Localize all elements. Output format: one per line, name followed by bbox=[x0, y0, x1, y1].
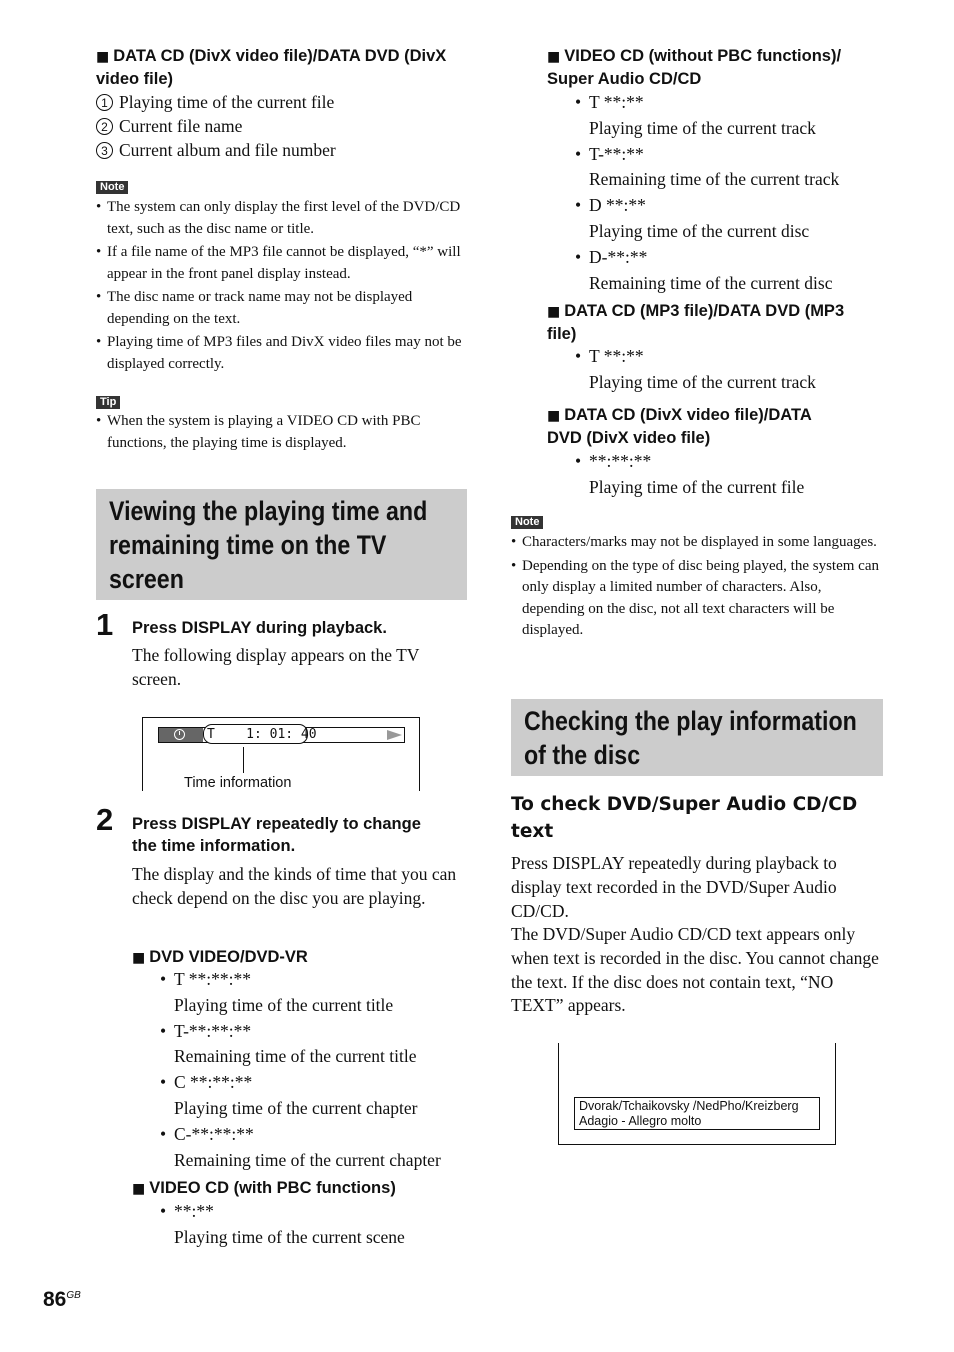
tip-list bbox=[96, 411, 468, 454]
step-title: Press DISPLAY repeatedly to change the time information. bbox=[132, 815, 421, 855]
subsection-heading-vcd-pbc: ■ VIDEO CD (with PBC functions) bbox=[132, 1179, 396, 1197]
note-badge: Note bbox=[96, 181, 128, 194]
note-item: • If a file name of the MP3 file cannot be displayed, “*” will appear in the front panel display instead. bbox=[96, 242, 468, 285]
list-item-desc: Remaining time of the current track bbox=[589, 169, 840, 190]
section-banner-viewing-time bbox=[96, 489, 467, 600]
list-item-desc: Playing time of the current disc bbox=[589, 220, 810, 241]
banner-title-line: Checking the play information bbox=[524, 706, 857, 736]
list-item-code: • **:** bbox=[158, 1200, 474, 1224]
display-bar bbox=[158, 727, 405, 743]
square-bullet-icon: ■ bbox=[132, 1181, 146, 1197]
list-item-code: • C-**:**:** bbox=[158, 1123, 474, 1147]
body-paragraph: The DVD/Super Audio CD/CD text appears only when text is recorded in the disc. You cannot change the text. If the disc does not contain text, “NO TEXT” appears. bbox=[511, 924, 879, 1016]
vcd-pbc-time-list bbox=[158, 1200, 474, 1250]
dvd-time-list bbox=[158, 968, 474, 1172]
list-item-code: • T-**:** bbox=[573, 143, 889, 167]
disc-text-line: Dvorak/Tchaikovsky /NedPho/Kreizberg bbox=[579, 1099, 799, 1113]
note-badge: Note bbox=[511, 516, 543, 529]
body-paragraph: Press DISPLAY repeatedly during playback to display text recorded in the DVD/Super Audio CD/CD. bbox=[511, 853, 837, 921]
note-item: • Playing time of MP3 files and DivX video files may not be displayed correctly. bbox=[96, 332, 468, 375]
clock-icon bbox=[159, 728, 203, 742]
step-number: 1 bbox=[96, 607, 114, 642]
banner-title-line: of the disc bbox=[524, 740, 641, 770]
list-item-desc: Remaining time of the current title bbox=[174, 1046, 417, 1067]
subsection-heading-divx-right: ■ DATA CD (DivX video file)/DATA DVD (DivX video file) bbox=[547, 406, 812, 447]
list-item-desc: Playing time of the current track bbox=[589, 371, 816, 392]
subsection-heading-dvd: ■ DVD VIDEO/DVD-VR bbox=[132, 948, 308, 966]
list-item-desc: Remaining time of the current chapter bbox=[174, 1149, 441, 1170]
list-item: 2 Current file name bbox=[96, 115, 468, 139]
page-number: $86^{GB}$ bbox=[43, 1288, 81, 1311]
subheading-check-text: To check DVD/Super Audio CD/CD text bbox=[511, 794, 858, 842]
note-list bbox=[511, 532, 883, 642]
step-number: 2 bbox=[96, 802, 114, 837]
note-item: • Depending on the type of disc being played, the system can only display a limited number of characters. Also, depending on the disc, not all text characters will be displayed. bbox=[511, 556, 883, 642]
divx-time-list bbox=[573, 450, 889, 500]
list-item: 3 Current album and file number bbox=[96, 139, 468, 163]
banner-title-line: screen bbox=[109, 564, 184, 594]
step-body: The display and the kinds of time that you can check depend on the disc you are playing. bbox=[132, 864, 457, 908]
list-item-code: • T **:** bbox=[573, 91, 889, 115]
list-item-code: • T **:** bbox=[573, 345, 889, 369]
list-item: 1 Playing time of the current file bbox=[96, 91, 468, 115]
note-item: • The disc name or track name may not be displayed depending on the text. bbox=[96, 287, 468, 330]
list-item-desc: Playing time of the current chapter bbox=[174, 1097, 418, 1118]
circled-number-icon: 3 bbox=[96, 142, 113, 159]
subsection-heading-vcd: ■ VIDEO CD (without PBC functions)/ Super Audio CD/CD bbox=[547, 47, 842, 88]
list-item-desc: Playing time of the current file bbox=[589, 476, 805, 497]
mp3-time-list bbox=[573, 345, 889, 395]
list-item-code: • D **:** bbox=[573, 194, 889, 218]
square-bullet-icon: ■ bbox=[547, 304, 561, 320]
list-item-code: • T-**:**:** bbox=[158, 1020, 474, 1044]
square-bullet-icon: ■ bbox=[547, 408, 561, 424]
step-title: Press DISPLAY during playback. bbox=[132, 619, 387, 637]
play-arrow-icon bbox=[387, 730, 402, 740]
callout-line bbox=[243, 747, 244, 773]
note-list bbox=[96, 197, 468, 375]
note-item: • The system can only display the first level of the DVD/CD text, such as the disc name or title. bbox=[96, 197, 468, 240]
circled-number-icon: 1 bbox=[96, 94, 113, 111]
list-item-code: • **:**:** bbox=[573, 450, 889, 474]
square-bullet-icon: ■ bbox=[96, 49, 110, 65]
list-item-desc: Playing time of the current track bbox=[589, 117, 816, 138]
tv-display-example bbox=[142, 717, 420, 791]
note-item: • Characters/marks may not be displayed in some languages. bbox=[511, 532, 883, 554]
list-item-code: • T **:**:** bbox=[158, 968, 474, 992]
square-bullet-icon: ■ bbox=[547, 49, 561, 65]
section-banner-play-info bbox=[511, 699, 883, 776]
square-bullet-icon: ■ bbox=[132, 950, 146, 966]
banner-title-line: remaining time on the TV bbox=[109, 530, 387, 560]
display-caption: Time information bbox=[184, 775, 292, 791]
list-item-desc: Remaining time of the current disc bbox=[589, 272, 833, 293]
tip-badge: Tip bbox=[96, 396, 120, 409]
section-heading-divx: ■ DATA CD (DivX video file)/DATA DVD (DivX video file) bbox=[96, 47, 447, 88]
disc-text-line: Adagio - Allegro molto bbox=[579, 1114, 702, 1128]
circled-number-icon: 2 bbox=[96, 118, 113, 135]
disc-text-box bbox=[574, 1097, 820, 1130]
step-body: The following display appears on the TV screen. bbox=[132, 645, 420, 689]
vcd-time-list bbox=[573, 91, 889, 295]
banner-title-line: Viewing the playing time and bbox=[109, 496, 428, 526]
list-item-desc: Playing time of the current scene bbox=[174, 1226, 405, 1247]
list-item-desc: Playing time of the current title bbox=[174, 994, 394, 1015]
list-item-code: • D-**:** bbox=[573, 246, 889, 270]
divx-item-list bbox=[96, 91, 468, 162]
subsection-heading-mp3: ■ DATA CD (MP3 file)/DATA DVD (MP3 file) bbox=[547, 302, 845, 343]
list-item-code: • C **:**:** bbox=[158, 1071, 474, 1095]
page-number-suffix: GB bbox=[66, 1290, 81, 1301]
tip-item: • When the system is playing a VIDEO CD with PBC functions, the playing time is displayed. bbox=[96, 411, 468, 454]
tv-text-display-example bbox=[558, 1043, 836, 1145]
time-readout: T 1: 01: 40 bbox=[207, 727, 317, 742]
